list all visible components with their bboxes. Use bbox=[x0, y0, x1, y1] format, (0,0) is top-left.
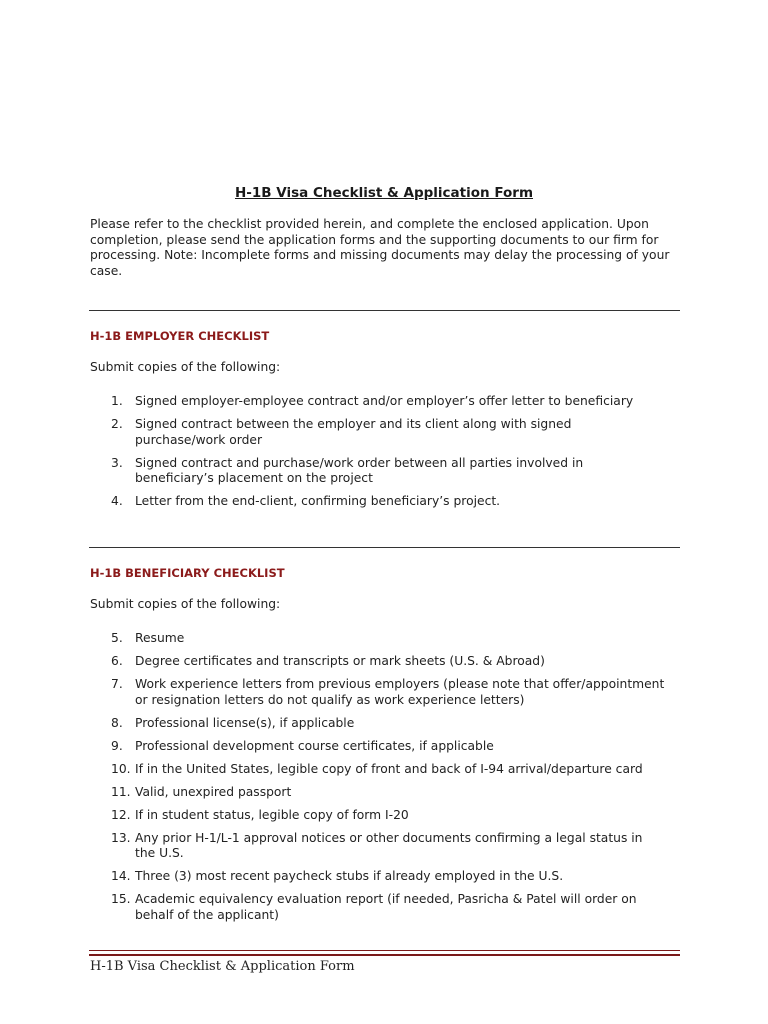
item-number: 10. bbox=[111, 761, 131, 776]
employer-checklist bbox=[0, 394, 768, 517]
beneficiary-checklist-heading: H-1B BENEFICIARY CHECKLIST bbox=[90, 566, 285, 580]
list-item bbox=[0, 739, 768, 755]
item-number: 4. bbox=[111, 494, 123, 508]
item-number: 14. bbox=[111, 869, 131, 883]
item-text: Signed contract between the employer and its client along with signed purchase/work order bbox=[135, 417, 572, 447]
item-number: 9. bbox=[111, 738, 123, 753]
list-item bbox=[0, 892, 768, 923]
item-text: If in the United States, legible copy of front and back of I-94 arrival/departure card bbox=[135, 761, 643, 776]
list-item bbox=[0, 494, 768, 510]
item-number: 7. bbox=[111, 677, 123, 691]
list-item bbox=[0, 677, 768, 708]
item-text: Academic equivalency evaluation report (if needed, Pasricha & Patel will order on behalf of the applicant) bbox=[135, 892, 637, 922]
item-text: Letter from the end-client, confirming beneficiary’s project. bbox=[135, 494, 501, 508]
item-number: 1. bbox=[111, 394, 123, 408]
item-text: If in student status, legible copy of form I-20 bbox=[135, 807, 409, 822]
intro-paragraph: Please refer to the checklist provided herein, and complete the enclosed application. Upon completion, please send the application forms and the supporting documents to our firm for processing. Note: Incomplete forms and missing documents may delay the processing of your case. bbox=[90, 217, 670, 278]
document-title: H-1B Visa Checklist & Application Form bbox=[234, 185, 534, 201]
footer-rule-thin bbox=[89, 950, 680, 951]
item-text: Signed contract and purchase/work order between all parties involved in beneficiary’s placement on the project bbox=[135, 455, 584, 485]
item-number: 3. bbox=[111, 455, 123, 470]
beneficiary-checklist bbox=[0, 631, 768, 931]
item-text: Signed employer-employee contract and/or employer’s offer letter to beneficiary bbox=[135, 394, 634, 408]
list-item bbox=[0, 716, 768, 732]
list-item bbox=[0, 394, 768, 410]
item-number: 15. bbox=[111, 892, 131, 906]
item-text: Degree certificates and transcripts or mark sheets (U.S. & Abroad) bbox=[135, 654, 545, 668]
list-item bbox=[0, 456, 768, 487]
item-text: Any prior H-1/L-1 approval notices or other documents confirming a legal status in the U.S. bbox=[135, 830, 643, 860]
item-number: 11. bbox=[111, 784, 131, 799]
footer-rule-thick bbox=[89, 954, 680, 956]
item-text: Work experience letters from previous employers (please note that offer/appointment or resignation letters do not qualify as work experience letters) bbox=[135, 677, 665, 707]
section-divider bbox=[89, 547, 680, 548]
item-text: Professional development course certificates, if applicable bbox=[135, 738, 494, 753]
list-item bbox=[0, 785, 768, 801]
beneficiary-submit-text: Submit copies of the following: bbox=[90, 597, 281, 611]
list-item bbox=[0, 762, 768, 778]
list-item bbox=[0, 808, 768, 824]
item-text: Valid, unexpired passport bbox=[135, 784, 292, 799]
item-number: 5. bbox=[111, 631, 123, 645]
employer-submit-text: Submit copies of the following: bbox=[90, 360, 281, 374]
employer-checklist-heading: H-1B EMPLOYER CHECKLIST bbox=[90, 329, 270, 343]
item-number: 8. bbox=[111, 715, 123, 730]
item-number: 2. bbox=[111, 417, 123, 431]
list-item bbox=[0, 831, 768, 862]
list-item bbox=[0, 631, 768, 647]
item-number: 12. bbox=[111, 807, 131, 822]
item-number: 6. bbox=[111, 654, 123, 668]
list-item bbox=[0, 654, 768, 670]
item-text: Three (3) most recent paycheck stubs if already employed in the U.S. bbox=[135, 869, 564, 883]
item-text: Professional license(s), if applicable bbox=[135, 715, 355, 730]
item-number: 13. bbox=[111, 830, 131, 845]
footer-title: H-1B Visa Checklist & Application Form bbox=[90, 959, 355, 974]
section-divider bbox=[89, 310, 680, 311]
list-item bbox=[0, 417, 768, 448]
list-item bbox=[0, 869, 768, 885]
item-text: Resume bbox=[135, 631, 185, 645]
